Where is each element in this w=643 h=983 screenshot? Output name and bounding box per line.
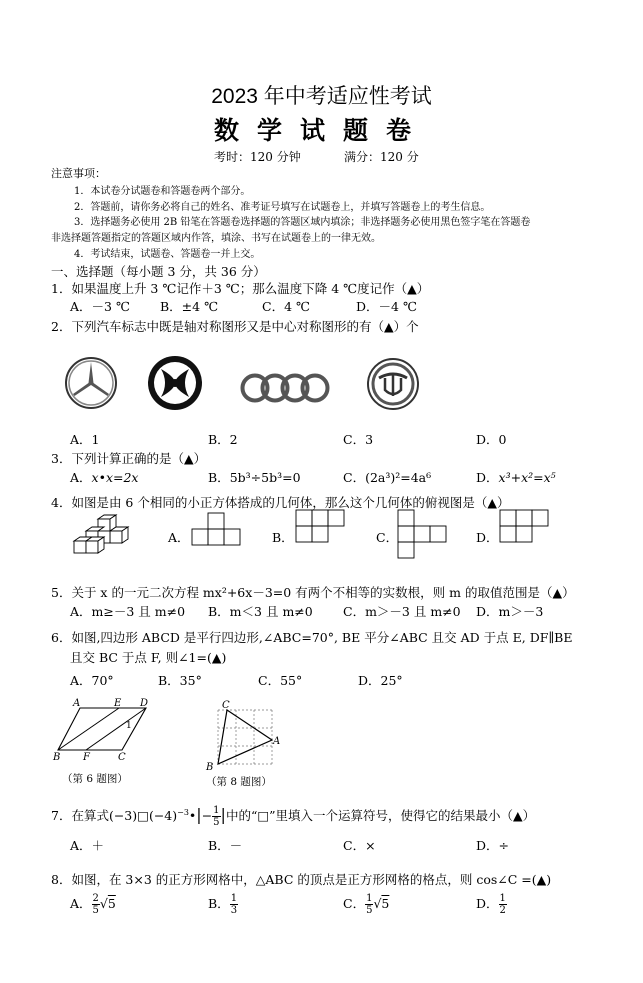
q2-option-a: A．1 xyxy=(70,432,100,447)
brilliance-logo-icon xyxy=(367,358,419,410)
q1-option-b: B．±4 ℃ xyxy=(160,299,219,314)
q6-parallelogram-figure xyxy=(53,698,166,763)
q5-option-a: A．m≥－3 且 m≠0 xyxy=(70,604,186,619)
q3-option-a: A．x•x=2x xyxy=(70,470,139,485)
q2-option-c: C．3 xyxy=(343,432,374,447)
q8-grid-figure xyxy=(206,700,281,773)
q8-option-b: B． $\frac{1}{3}$ xyxy=(208,893,238,916)
q6-figure-caption: （第 6 题图） xyxy=(62,773,128,785)
q6-option-d: D．25° xyxy=(358,673,403,688)
q5-option-b: B．m＜3 且 m≠0 xyxy=(208,604,313,619)
notice-item-3b: 非选择题答题指定的答题区域内作答，填涂、书写在试题卷上的一律无效。 xyxy=(51,233,381,244)
q2-option-d: D．0 xyxy=(476,432,507,447)
q1-option-a: A．－3 ℃ xyxy=(70,299,130,314)
q4-option-d-figure xyxy=(500,510,552,542)
q3-option-b: B．5b³÷5b³=0 xyxy=(208,470,301,485)
q6-option-c: C．55° xyxy=(258,673,303,688)
q1-option-d: D．－4 ℃ xyxy=(356,299,417,314)
section-choice-heading: 一、选择题（每小题 3 分，共 36 分） xyxy=(51,264,266,279)
q4-stem: 4．如图是由 6 个相同的小正方体搭成的几何体，那么这个几何体的俯视图是（▲） xyxy=(51,495,510,510)
q8-figure-caption: （第 8 题图） xyxy=(206,776,272,788)
q6-label-C: C xyxy=(118,752,126,763)
q5-option-d: D．m＞－3 xyxy=(476,604,544,619)
q3-option-d: D．x³+x²=x⁵ xyxy=(476,470,556,485)
q4-option-c: C． xyxy=(376,530,399,545)
q4-option-b: B． xyxy=(272,530,294,545)
exam-score: 满分：120 分 xyxy=(344,150,419,164)
exam-title: 2023 年中考适应性考试 xyxy=(211,85,432,108)
notice-item-3: 3．选择题务必使用 2B 铅笔在答题卷选择题的答题区域内填涂；非选择题务必使用黑色签字笔在答题卷 xyxy=(74,217,531,228)
q8-option-d: D． $\frac{1}{2}$ xyxy=(476,893,506,916)
q5-option-c: C．m＞－3 且 m≠0 xyxy=(343,604,461,619)
q6-label-E: E xyxy=(114,698,122,709)
q2-stem: 2．下列汽车标志中既是轴对称图形又是中心对称图形的有（▲）个 xyxy=(51,319,419,334)
exam-subtitle: 数学试题卷 xyxy=(213,116,429,145)
q8-label-C: C xyxy=(222,700,230,711)
q4-option-b-figure xyxy=(296,510,348,542)
q3-stem: 3．下列计算正确的是（▲） xyxy=(51,451,207,466)
mercedes-logo-icon xyxy=(64,356,118,410)
q6-stem-line1: 6．如图,四边形 ABCD 是平行四边形,∠ABC=70°, BE 平分∠ABC 且交 AD 于点 E, DF∥BE xyxy=(51,630,573,645)
q4-option-d: D． xyxy=(476,530,499,545)
q7-option-a: A．＋ xyxy=(70,838,105,853)
q6-option-a: A．70° xyxy=(70,673,114,688)
dongfeng-logo-icon xyxy=(147,355,203,411)
q4-option-a: A． xyxy=(168,530,190,545)
q7-option-c: C．× xyxy=(343,838,376,853)
q6-label-B: B xyxy=(53,752,61,763)
q4-solid-figure xyxy=(70,515,140,557)
notice-item-4: 4．考试结束，试题卷、答题卷一并上交。 xyxy=(74,249,261,260)
q1-option-c: C．4 ℃ xyxy=(262,299,310,314)
q6-stem-line2: 且交 BC 于点 F, 则∠1=(▲) xyxy=(70,650,227,665)
audi-logo-icon xyxy=(240,372,330,404)
q8-option-a: A． $\frac{2}{5}$ √5 xyxy=(70,893,116,916)
q6-option-b: B．35° xyxy=(158,673,202,688)
notice-heading: 注意事项： xyxy=(51,167,106,180)
q8-stem: 8．如图，在 3×3 的正方形网格中，△ABC 的顶点是正方形网格的格点，则 cos∠C =(▲) xyxy=(51,872,552,887)
exam-time: 考时：120 分钟 xyxy=(214,150,301,164)
q8-option-c: C． $\frac{1}{5}$ √5 xyxy=(343,893,390,916)
q5-stem: 5．关于 x 的一元二次方程 mx²+6x－3=0 有两个不相等的实数根，则 m 的取值范围是（▲） xyxy=(51,585,575,600)
q7-option-b: B．－ xyxy=(208,838,243,853)
q7-stem: 7．在算式$(-3)□(-4)^{-3}•|-$ $\frac{1}{5}$ |中的“□”里填入一个运算符号，使得它的结果最小（▲） xyxy=(51,805,536,828)
q4-option-c-figure xyxy=(398,510,450,558)
q7-option-d: D．÷ xyxy=(476,838,509,853)
q6-label-angle1: 1 xyxy=(126,721,132,731)
q2-option-b: B．2 xyxy=(208,432,238,447)
notice-item-2: 2．答题前，请你务必将自己的姓名、准考证号填写在试题卷上，并填写答题卷上的考生信息。 xyxy=(74,202,491,213)
q1-stem: 1．如果温度上升 3 ℃记作＋3 ℃；那么温度下降 4 ℃度记作（▲） xyxy=(51,281,430,296)
notice-item-1: 1．本试卷分试题卷和答题卷两个部分。 xyxy=(74,186,251,197)
q4-option-a-figure xyxy=(192,513,244,545)
q6-label-F: F xyxy=(83,752,90,763)
q6-label-A: A xyxy=(73,698,81,709)
q8-label-B: B xyxy=(206,762,214,773)
q3-option-c: C．(2a³)²=4a⁶ xyxy=(343,470,432,485)
q6-label-D: D xyxy=(140,698,149,709)
q8-label-A: A xyxy=(273,736,281,747)
